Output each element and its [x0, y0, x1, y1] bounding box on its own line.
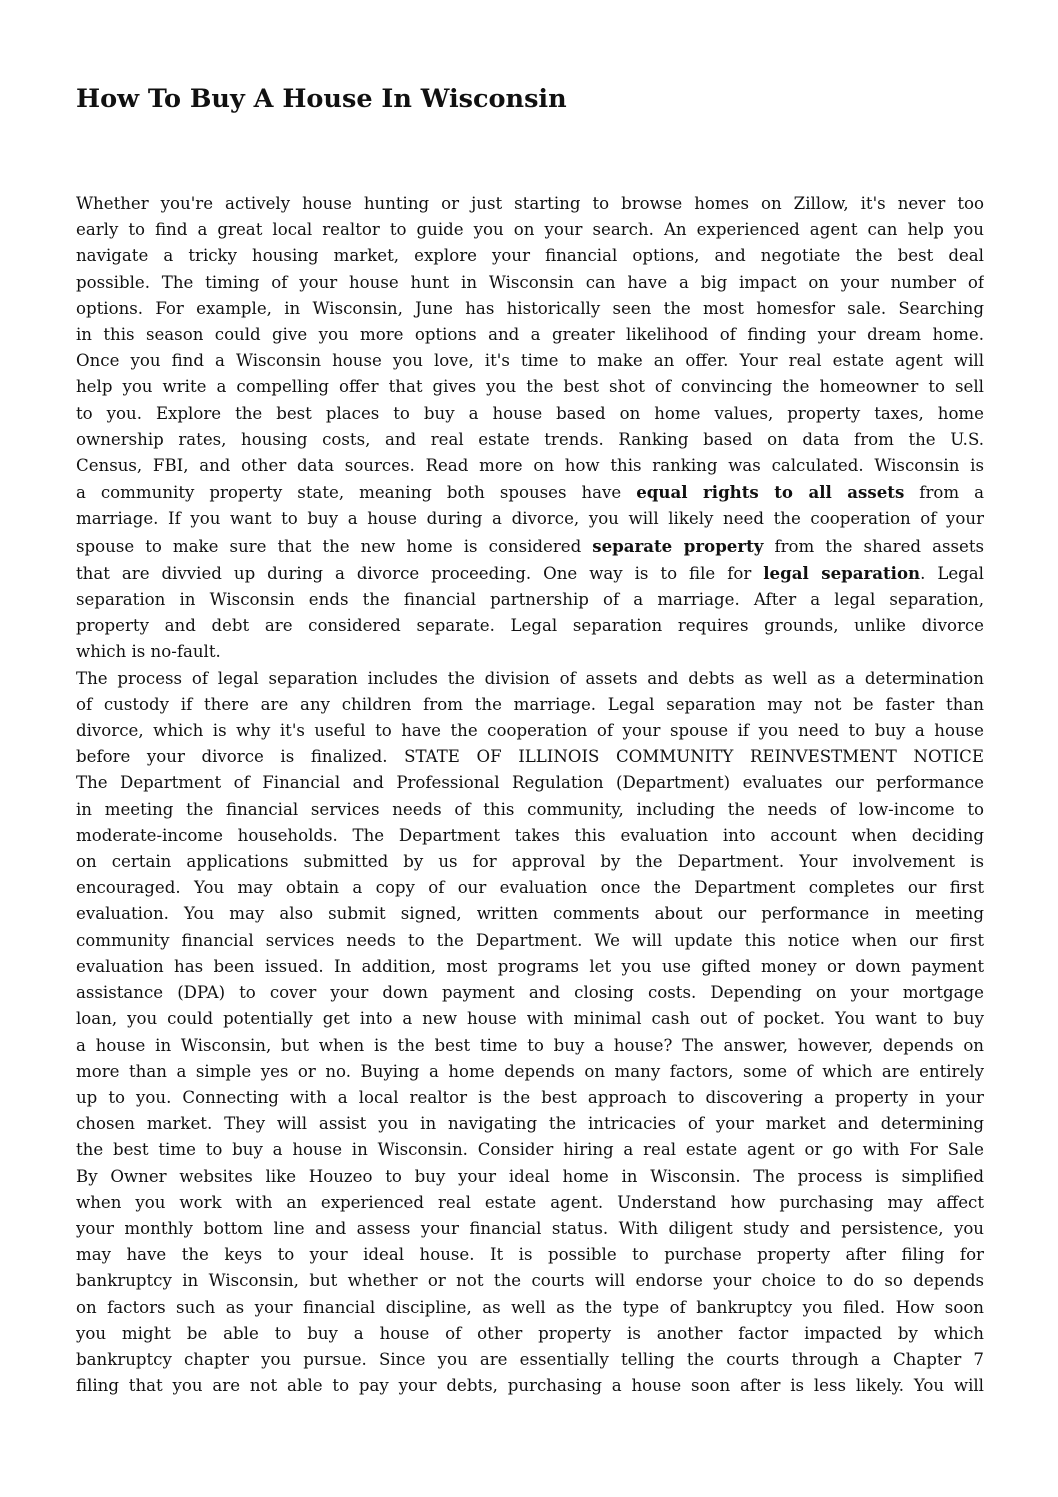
text-line: before your divorce is finalized. STATE OF ILLINOIS COMMUNITY REINVESTMENT NOTICE: [76, 747, 984, 767]
text-line: of custody if there are any children from the marriage. Legal separation may not be faster than: [76, 694, 984, 714]
text-line: [76, 533, 984, 560]
paragraph-1: [76, 191, 984, 666]
text-line: [76, 560, 984, 587]
text-line: evaluation. You may also submit signed, written comments about our performance in meeting: [76, 904, 984, 924]
text-line: The Department of Financial and Professional Regulation (Department) evaluates our performance: [76, 773, 984, 793]
text-line: filing that you are not able to pay your debts, purchasing a house soon after is less likely. You will: [76, 1376, 984, 1396]
text-line: in this season could give you more options and a greater likelihood of finding your dream home.: [76, 325, 984, 345]
text-line: possible. The timing of your house hunt in Wisconsin can have a big impact on your number of: [76, 272, 984, 292]
paragraph-2: [76, 666, 984, 1400]
text-line: [76, 479, 984, 506]
text-line: may have the keys to your ideal house. It is possible to purchase property after filing for: [76, 1245, 984, 1265]
text-line: By Owner websites like Houzeo to buy your ideal home in Wisconsin. The process is simplified: [76, 1166, 984, 1186]
text-line: bankruptcy in Wisconsin, but whether or not the courts will endorse your choice to do so depends: [76, 1271, 984, 1291]
text-line: divorce, which is why it's useful to have the cooperation of your spouse if you need to buy a house: [76, 721, 984, 741]
text-line: evaluation has been issued. In addition, most programs let you use gifted money or down payment: [76, 956, 984, 976]
text-line: you might be able to buy a house of other property is another factor impacted by which: [76, 1323, 984, 1343]
text-line: moderate-income households. The Department takes this evaluation into account when deciding: [76, 825, 984, 845]
text-line: navigate a tricky housing market, explore your financial options, and negotiate the best deal: [76, 246, 984, 266]
bold-phrase-separate-property: separate property: [592, 535, 764, 556]
text-line: more than a simple yes or no. Buying a home depends on many factors, some of which are entirely: [76, 1061, 984, 1081]
text-line: in meeting the financial services needs of this community, including the needs of low-income to: [76, 799, 984, 819]
text-line: loan, you could potentially get into a new house with minimal cash out of pocket. You want to buy: [76, 1009, 984, 1029]
text-line: marriage. If you want to buy a house during a divorce, you will likely need the cooperation of your: [76, 509, 984, 529]
text-line: when you work with an experienced real estate agent. Understand how purchasing may affect: [76, 1192, 984, 1212]
text-line: a house in Wisconsin, but when is the best time to buy a house? The answer, however, depends on: [76, 1035, 984, 1055]
text-line: which is no-fault.: [76, 642, 221, 662]
text-line: bankruptcy chapter you pursue. Since you are essentially telling the courts through a Chapter 7: [76, 1349, 984, 1369]
text-line: options. For example, in Wisconsin, June has historically seen the most homesfor sale. Searching: [76, 298, 984, 318]
bold-phrase-equal-rights: equal rights to all assets: [636, 482, 905, 503]
text-line: your monthly bottom line and assess your financial status. With diligent study and persistence, you: [76, 1218, 984, 1238]
text-run: a community property state, meaning both spouses have: [76, 483, 637, 503]
text-run: spouse to make sure that the new home is considered: [76, 536, 593, 556]
page-title: How To Buy A House In Wisconsin: [76, 84, 567, 114]
text-line: encouraged. You may obtain a copy of our evaluation once the Department completes our first: [76, 878, 984, 898]
text-run: from the shared assets: [763, 536, 984, 556]
text-line: the best time to buy a house in Wisconsin. Consider hiring a real estate agent or go with For Sale: [76, 1140, 984, 1160]
text-line: community financial services needs to the Department. We will update this notice when our first: [76, 930, 984, 950]
text-line: on certain applications submitted by us for approval by the Department. Your involvement is: [76, 852, 984, 872]
text-line: separation in Wisconsin ends the financial partnership of a marriage. After a legal separation,: [76, 590, 984, 610]
text-line: property and debt are considered separate. Legal separation requires grounds, unlike divorce: [76, 616, 984, 636]
text-run: that are divvied up during a divorce proceeding. One way is to file for: [76, 563, 764, 583]
text-line: help you write a compelling offer that gives you the best shot of convincing the homeowner to sell: [76, 377, 984, 397]
text-line: assistance (DPA) to cover your down payment and closing costs. Depending on your mortgage: [76, 983, 984, 1003]
text-line: ownership rates, housing costs, and real estate trends. Ranking based on data from the U.S.: [76, 429, 984, 449]
bold-phrase-legal-separation: legal separation: [763, 562, 921, 583]
text-line: to you. Explore the best places to buy a house based on home values, property taxes, home: [76, 403, 984, 423]
text-line: early to find a great local realtor to guide you on your search. An experienced agent can help you: [76, 220, 984, 240]
text-line: on factors such as your financial discipline, as well as the type of bankruptcy you filed. How soon: [76, 1297, 984, 1317]
text-run: . Legal: [920, 563, 984, 583]
text-line: Whether you're actively house hunting or just starting to browse homes on Zillow, it's never too: [76, 194, 984, 213]
text-line: Once you find a Wisconsin house you love, it's time to make an offer. Your real estate agent will: [76, 351, 984, 371]
text-line: The process of legal separation includes the division of assets and debts as well as a determination: [76, 668, 984, 688]
text-line: Census, FBI, and other data sources. Read more on how this ranking was calculated. Wisconsin is: [76, 456, 984, 476]
article-body: [76, 191, 984, 1399]
text-run: from a: [904, 483, 984, 503]
text-line: chosen market. They will assist you in navigating the intricacies of your market and determining: [76, 1114, 984, 1134]
text-line: up to you. Connecting with a local realtor is the best approach to discovering a property in your: [76, 1087, 984, 1107]
